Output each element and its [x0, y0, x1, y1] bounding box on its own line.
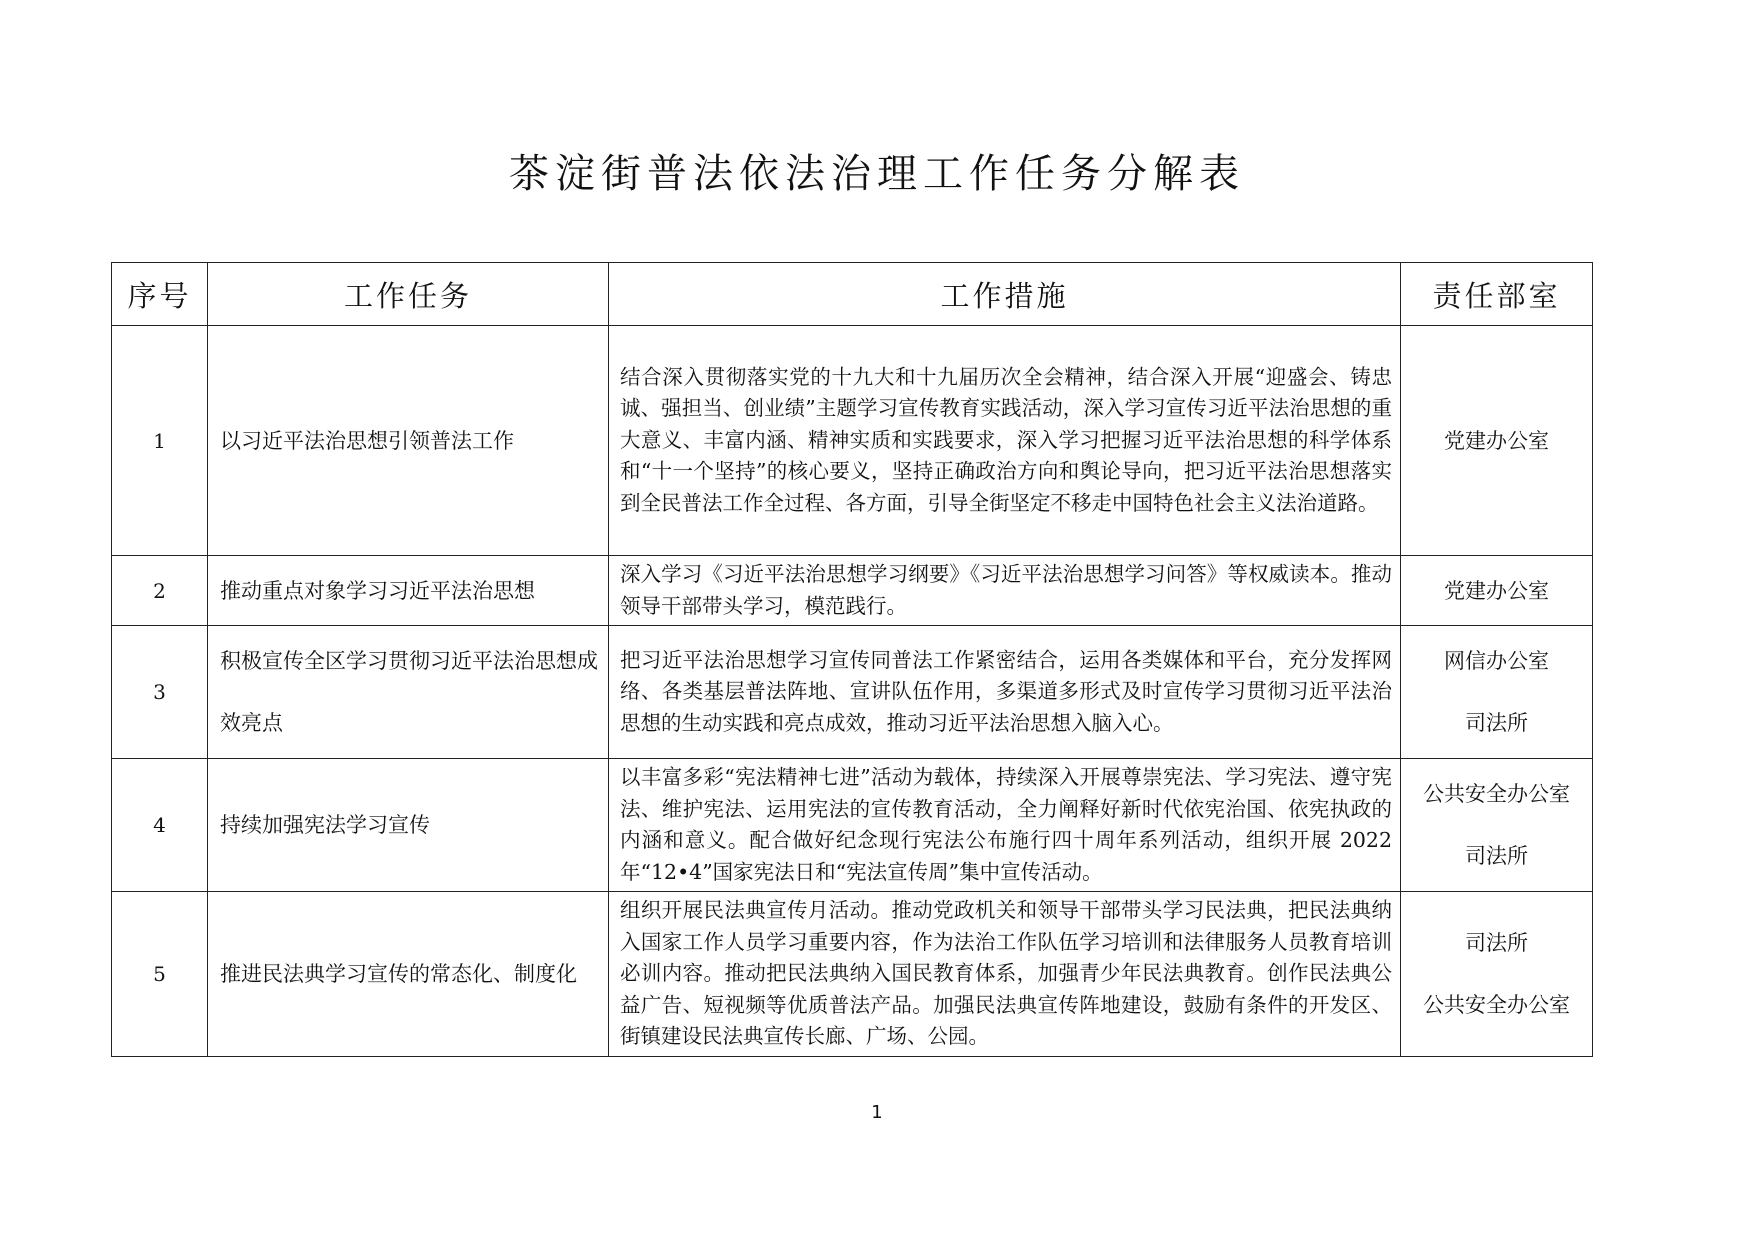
row-dept: [1401, 326, 1593, 556]
header-dept: 责任部室: [1401, 263, 1593, 326]
row-measure: 把习近平法治思想学习宣传同普法工作紧密结合，运用各类媒体和平台，充分发挥网络、各类基层普法阵地、宣讲队伍作用，多渠道多形式及时宣传学习贯彻习近平法治思想的生动实践和亮点成效，推动习近平法治思想入脑入心。: [609, 626, 1401, 759]
dept-name: 党建办公室: [1444, 578, 1549, 603]
table-row: [112, 556, 1593, 626]
table-header-row: [112, 263, 1593, 326]
row-number: 2: [112, 556, 208, 626]
row-number: 1: [112, 326, 208, 556]
row-task: 积极宣传全区学习贯彻习近平法治思想成效亮点: [208, 626, 609, 759]
table-row: [112, 892, 1593, 1057]
row-measure: 组织开展民法典宣传月活动。推动党政机关和领导干部带头学习民法典，把民法典纳入国家工作人员学习重要内容，作为法治工作队伍学习培训和法律服务人员教育培训必训内容。推动把民法典纳入国民教育体系，加强青少年民法典教育。创作民法典公益广告、短视频等优质普法产品。加强民法典宣传阵地建设，鼓励有条件的开发区、街镇建设民法典宣传长廊、广场、公园。: [609, 892, 1401, 1057]
row-measure: 以丰富多彩“宪法精神七进”活动为载体，持续深入开展尊崇宪法、学习宪法、遵守宪法、维护宪法、运用宪法的宣传教育活动，全力阐释好新时代依宪治国、依宪执政的内涵和意义。配合做好纪念现行宪法公布施行四十周年系列活动，组织开展 2022 年“12•4”国家宪法日和“宪法宣传周”集中宣传活动。: [609, 759, 1401, 892]
table-row: [112, 626, 1593, 759]
row-measure: 结合深入贯彻落实党的十九大和十九届历次全会精神，结合深入开展“迎盛会、铸忠诚、强担当、创业绩”主题学习宣传教育实践活动，深入学习宣传习近平法治思想的重大意义、丰富内涵、精神实质和实践要求，深入学习把握习近平法治思想的科学体系和“十一个坚持”的核心要义，坚持正确政治方向和舆论导向，把习近平法治思想落实到全民普法工作全过程、各方面，引导全街坚定不移走中国特色社会主义法治道路。: [609, 326, 1401, 556]
dept-name: 公共安全办公室: [1423, 782, 1570, 806]
table-row: [112, 326, 1593, 556]
row-dept: [1401, 626, 1593, 759]
row-dept: [1401, 759, 1593, 892]
row-dept: [1401, 556, 1593, 626]
header-no: 序号: [112, 263, 208, 326]
dept-name: 公共安全办公室: [1423, 992, 1570, 1017]
row-task: 以习近平法治思想引领普法工作: [208, 326, 609, 556]
header-measure: 工作措施: [609, 263, 1401, 326]
dept-name: 党建办公室: [1444, 428, 1549, 453]
header-task: 工作任务: [208, 263, 609, 326]
row-number: 3: [112, 626, 208, 759]
row-dept: [1401, 892, 1593, 1057]
row-task: 推进民法典学习宣传的常态化、制度化: [208, 892, 609, 1057]
dept-name: 司法所: [1465, 844, 1528, 868]
row-task: 推动重点对象学习习近平法治思想: [208, 556, 609, 626]
dept-name: 司法所: [1465, 930, 1528, 955]
dept-name: 网信办公室: [1444, 649, 1549, 673]
row-task: 持续加强宪法学习宣传: [208, 759, 609, 892]
row-number: 5: [112, 892, 208, 1057]
document-title: 茶淀街普法依法治理工作任务分解表: [509, 151, 1245, 197]
table-row: [112, 759, 1593, 892]
page-number: 1: [871, 1102, 883, 1123]
row-measure: 深入学习《习近平法治思想学习纲要》《习近平法治思想学习问答》等权威读本。推动领导干部带头学习，模范践行。: [609, 556, 1401, 626]
task-table: [111, 262, 1593, 1057]
row-number: 4: [112, 759, 208, 892]
dept-name: 司法所: [1465, 711, 1528, 735]
